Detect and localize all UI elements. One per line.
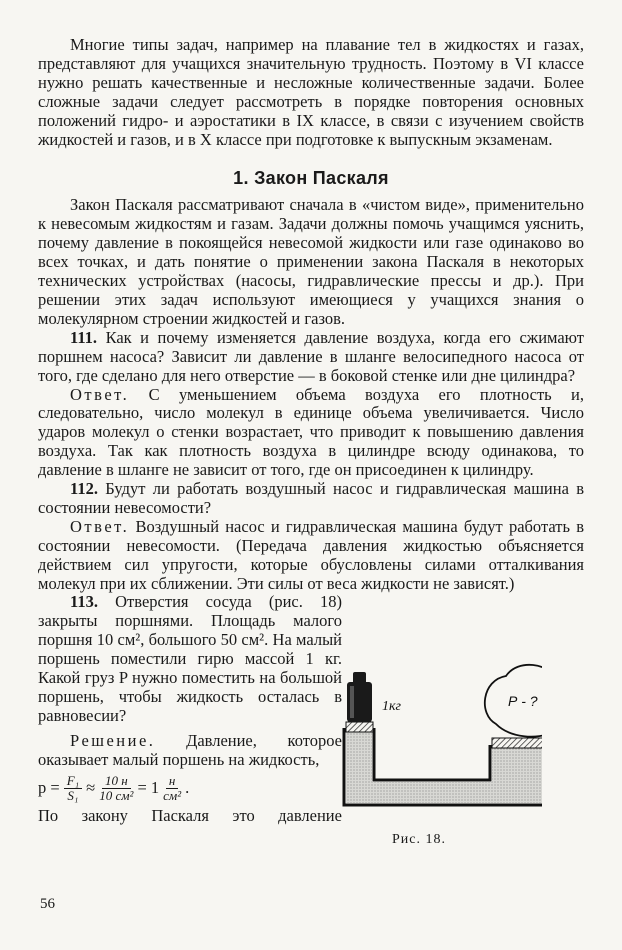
answer-112-text: Воздушный насос и гидравлическая машина будут работать в состоянии невесомости. (Передача давления жидкостью объясняется действием сил упругости, которые обусловлены силами отталкивания молекул при их сближении. Эти силы от веса жидкости не зависят.) <box>38 516 584 593</box>
f2-numerator: 10 н <box>102 774 131 789</box>
problem-111 <box>38 329 584 386</box>
hydraulic-vessel-diagram <box>338 628 542 808</box>
formula-lhs: p = <box>38 778 60 798</box>
load-label: Р - ? <box>508 693 538 709</box>
answer-111-label: Ответ. <box>70 384 130 404</box>
formula-end: . <box>185 778 190 798</box>
f2-denominator: 10 см² <box>99 787 134 803</box>
answer-111-text: С уменьшением объема воздуха его плотность и, следовательно, число молекул в единице объема увеличивается. Число ударов молекул о стенки возрастает, что приводит к повышению давления воздуха. Так как плотность воздуха в цилиндре всюду одинакова, то давление в шланге не зависит от того, где он присоединен к цилиндру. <box>38 384 584 480</box>
intro-paragraph: Многие типы задач, например на плавание тел в жидкостях и газах, представляют для учащихся значительную трудность. Поэтому в VI классе нужно решать качественные и несложные количественные задачи. Более сложные задачи следует рассмотреть в порядке повторения основных положений гидро- и аэростатики в IX классе, в связи с изучением свойств жидкостей и газов, и в X классе при подготовке к выпускным экзаменам. <box>38 35 584 149</box>
weight-highlight <box>350 686 354 718</box>
f3-numerator: н <box>166 774 178 789</box>
formula-eq: = 1 <box>137 778 160 798</box>
fraction-f1-s1 <box>64 774 82 803</box>
problem-113 <box>38 593 342 725</box>
weight-top <box>353 672 366 684</box>
left-column <box>38 593 342 825</box>
small-piston <box>346 722 373 732</box>
answer-112-label: Ответ. <box>70 516 130 536</box>
fraction-values <box>99 774 133 803</box>
f1-denominator: S₁ <box>67 787 79 803</box>
weight-label: 1кг <box>382 699 402 714</box>
word: По <box>38 805 59 825</box>
vessel-inner-wall <box>374 728 490 780</box>
word: давление <box>278 805 342 825</box>
word: это <box>232 805 255 825</box>
formula-approx: ≈ <box>86 778 96 798</box>
problem-113-text: Отверстия сосуда (рис. 18) закрыты поршнями. Площадь малого поршня 10 см², большого 50 см². На малый поршень поместили гирю массой 1 кг. Какой груз P нужно поместить на большой поршень, чтобы жидкость осталась в равновесии? <box>38 592 343 725</box>
problem-111-text: Как и почему изменяется давление воздуха, когда его сжимают поршнем насоса? Зависит ли давление в шланге велосипедного насоса от того, где сделано для него отверстие — в боковой стенке или дне цилиндра? <box>38 327 585 385</box>
problem-113-number: 113. <box>70 592 98 612</box>
large-piston <box>492 738 542 748</box>
solution-113 <box>38 732 342 770</box>
last-line <box>38 807 342 826</box>
answer-112 <box>38 518 584 594</box>
word: Паскаля <box>151 805 209 825</box>
word: закону <box>81 805 128 825</box>
f1-numerator: F₁ <box>64 774 82 789</box>
page-number: 56 <box>40 896 55 912</box>
problem-112 <box>38 480 584 518</box>
figure-18 <box>338 628 542 808</box>
fraction-units <box>163 774 181 803</box>
section-title: 1. Закон Паскаля <box>233 168 389 189</box>
problem-111-number: 111. <box>70 327 98 347</box>
answer-111 <box>38 386 584 481</box>
solution-text: Давление, которое оказывает малый поршень на жидкость, <box>38 730 342 769</box>
solution-label: Решение. <box>70 730 156 750</box>
figure-caption: Рис. 18. <box>392 832 446 847</box>
section-intro-paragraph: Закон Паскаля рассматривают сначала в «чистом виде», применительно к невесомым жидкостям и газам. Задачи должны помочь учащимся уяснить, почему давление в покоящейся невесомой жидкости или газе одинаково во всех точках, и дать понятие о применении закона Паскаля в некоторых технических устройствах (насосы, гидравлические прессы и др.). При решении этих задач используют имеющиеся у учащихся знания о молекулярном строении жидкостей и газов. <box>38 195 584 328</box>
f3-denominator: см² <box>163 787 182 803</box>
problem-112-text: Будут ли работать воздушный насос и гидравлическая машина в состоянии невесомости? <box>38 479 584 517</box>
problem-112-number: 112. <box>70 479 98 499</box>
pressure-formula <box>38 774 342 803</box>
